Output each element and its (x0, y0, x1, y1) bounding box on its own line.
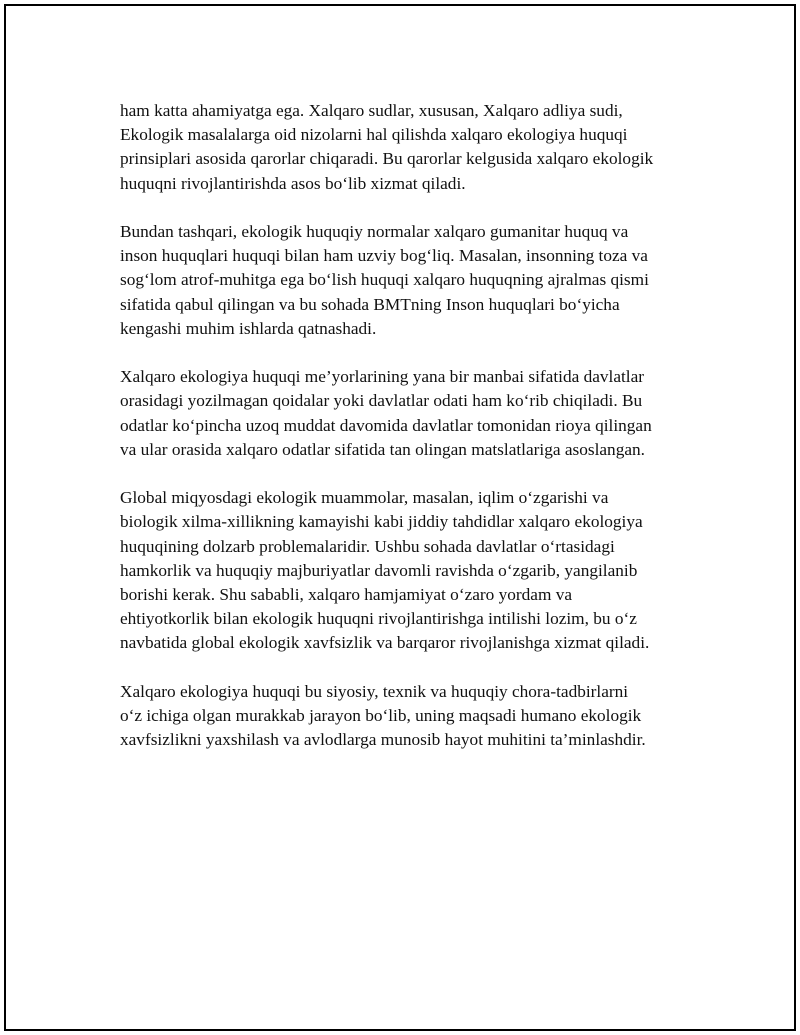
text-line: Bundan tashqari, ekologik huquqiy normalar xalqaro gumanitar huquq va (120, 222, 629, 241)
text-line: va ular orasida xalqaro odatlar sifatida tan olingan matslatlariga asoslangan. (120, 439, 645, 459)
text-line: inson huquqlari huquqi bilan ham uzviy bog‘liq. Masalan, insonning toza va (120, 246, 648, 266)
text-line: Ekologik masalalarga oid nizolarni hal qilishda xalqaro ekologiya huquqi (120, 125, 628, 145)
page-border (4, 4, 796, 1031)
text-line: navbatida global ekologik xavfsizlik va barqaror rivojlanishga xizmat qiladi. (120, 633, 650, 653)
text-line: huquqni rivojlantirishda asos bo‘lib xizmat qiladi. (120, 173, 466, 193)
text-line: xavfsizlikni yaxshilash va avlodlarga munosib hayot muhitini ta’minlashdir. (120, 730, 646, 750)
text-line: huquqining dolzarb problemalaridir. Ushbu sohada davlatlar o‘rtasidagi (120, 536, 615, 556)
text-line: prinsiplari asosida qarorlar chiqaradi. Bu qarorlar kelgusida xalqaro ekologik (120, 149, 654, 169)
text-line: kengashi muhim ishlarda qatnashadi. (120, 318, 377, 338)
text-line: orasidagi yozilmagan qoidalar yoki davlatlar odati ham ko‘rib chiqiladi. Bu (120, 391, 643, 411)
text-line: Global miqyosdagi ekologik muammolar, masalan, iqlim o‘zgarishi va (120, 488, 609, 508)
document-body (120, 99, 700, 777)
paragraph-5 (120, 680, 700, 753)
paragraph-4 (120, 486, 700, 655)
text-line: ehtiyotkorlik bilan ekologik huquqni rivojlantirishga intilishi lozim, bu o‘z (120, 609, 637, 629)
text-line: hamkorlik va huquqiy majburiyatlar davomli ravishda o‘zgarib, yangilanib (120, 560, 638, 580)
text-line: Xalqaro ekologiya huquqi me’yorlarining yana bir manbai sifatida davlatlar (120, 367, 645, 387)
text-line: borishi kerak. Shu sababli, xalqaro hamjamiyat o‘zaro yordam va (120, 585, 573, 605)
text-line: odatlar ko‘pincha uzoq muddat davomida davlatlar tomonidan rioya qilingan (120, 415, 652, 435)
text-line: o‘z ichiga olgan murakkab jarayon bo‘lib, uning maqsadi humano ekologik (120, 706, 642, 726)
text-line: ham katta ahamiyatga ega. Xalqaro sudlar, xususan, Xalqaro adliya sudi, (120, 101, 623, 120)
paragraph-3 (120, 365, 700, 462)
text-line: sifatida qabul qilingan va bu sohada BMTning Inson huquqlari bo‘yicha (120, 294, 620, 314)
paragraph-1 (120, 99, 700, 196)
text-line: biologik xilma-xillikning kamayishi kabi jiddiy tahdidlar xalqaro ekologiya (120, 512, 643, 532)
text-line: Xalqaro ekologiya huquqi bu siyosiy, texnik va huquqiy chora-tadbirlarni (120, 681, 629, 701)
paragraph-2 (120, 220, 700, 341)
text-line: sog‘lom atrof-muhitga ega bo‘lish huquqi xalqaro huquqning ajralmas qismi (120, 270, 649, 290)
